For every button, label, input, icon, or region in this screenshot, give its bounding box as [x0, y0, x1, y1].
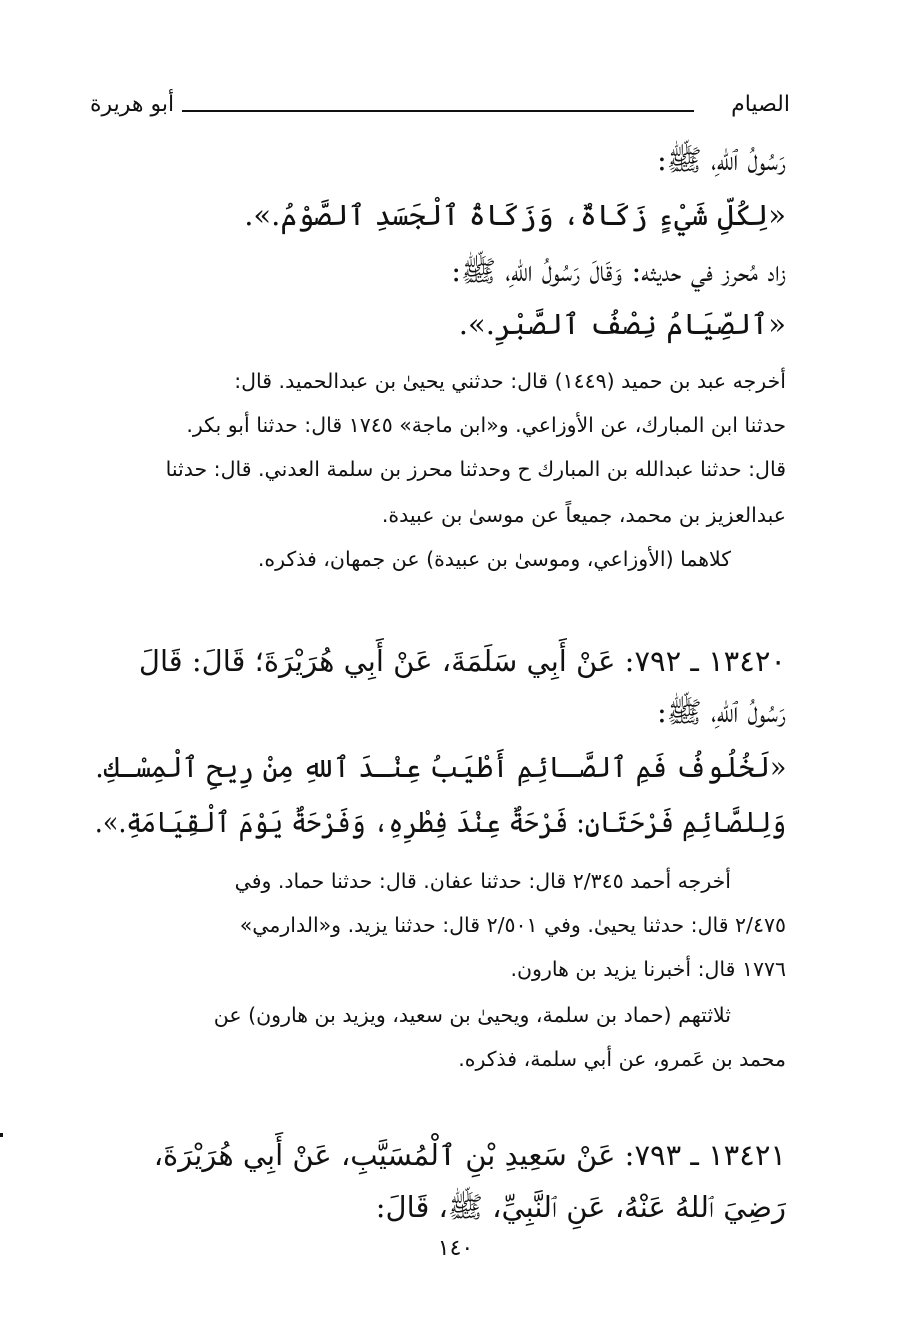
- hadith-line: زاد مُحرز في حديثه: وَقَالَ رَسُولُ اللهِ، ﷺ:: [451, 254, 786, 288]
- takhrij-line: عبدالعزيز بن محمد، جميعاً عن موسىٰ بن عبيدة.: [381, 503, 786, 527]
- takhrij-summary-line: كلاهما (الأوزاعي، وموسىٰ بن عبيدة) عن جمهان، فذكره.: [257, 547, 731, 571]
- hadith-line: رَضِيَ ٱللهُ عَنْهُ، عَنِ ٱلنَّبِيِّ، ﷺ، قَالَ:: [375, 1190, 786, 1224]
- hadith-line: رَسُولُ ٱللهِ، ﷺ:: [657, 143, 786, 177]
- takhrij-summary-line: ثلاثتهم (حماد بن سلمة، ويحيىٰ بن سعيد، ويزيد بن هارون) عن: [213, 1003, 731, 1027]
- hadith-text-line: وَلِلصَّائِمِ فَرْحَتَانِ: فَرْحَةٌ عِنْدَ فِطْرِهِ، وَفَرْحَةٌ يَوْمَ ٱلْقِيَامَةِ.».: [94, 805, 786, 839]
- hadith-heading-line: ١٣٤٢٠ ـ ٧٩٢: عَنْ أَبِي سَلَمَةَ، عَنْ أَبِي هُرَيْرَةَ؛ قَالَ: قَالَ: [138, 644, 786, 678]
- hadith-text-line: «ٱلصِّيَامُ نِصْفُ ٱلصَّبْرِ.».: [458, 307, 786, 341]
- takhrij-line: ١٧٧٦ قال: أخبرنا يزيد بن هارون.: [510, 957, 786, 981]
- book-title: أبو هريرة: [90, 92, 175, 117]
- hadith-text-line: «لَخُلُوفُ فَمِ ٱلصَّـائِمِ أَطْيَبُ عِنْـدَ ٱللهِ مِنْ رِيحِ ٱلْمِسْـكِ.: [94, 750, 786, 784]
- scan-speck: [0, 1133, 3, 1137]
- takhrij-line: ٢/٤٧٥ قال: حدثنا يحيىٰ. وفي ٢/٥٠١ قال: حدثنا يزيد. و«الدارمي»: [239, 913, 786, 937]
- takhrij-line: حدثنا ابن المبارك، عن الأوزاعي. و«ابن ماجة» ١٧٤٥ قال: حدثنا أبو بكر.: [186, 413, 786, 437]
- takhrij-summary-line: محمد بن عَمرو، عن أبي سلمة، فذكره.: [458, 1047, 786, 1071]
- header-rule: [182, 110, 694, 112]
- page-number: ١٤٠: [437, 1236, 474, 1261]
- chapter-title: الصيام: [731, 92, 790, 117]
- hadith-heading-line: ١٣٤٢١ ـ ٧٩٣: عَنْ سَعِيدِ بْنِ ٱلْمُسَيَّبِ، عَنْ أَبِي هُرَيْرَةَ،: [153, 1138, 786, 1172]
- hadith-text-line: «لِكُلِّ شَيْءٍ زَكَاةٌ، وَزَكَاةُ ٱلْجَسَدِ ٱلصَّوْمُ.».: [244, 198, 786, 232]
- running-header: [90, 92, 790, 124]
- takhrij-line: أخرجه أحمد ٢/٣٤٥ قال: حدثنا عفان. قال: حدثنا حماد. وفي: [234, 869, 731, 893]
- takhrij-line: أخرجه عبد بن حميد (١٤٤٩) قال: حدثني يحيىٰ بن عبدالحميد. قال:: [234, 369, 786, 393]
- takhrij-line: قال: حدثنا عبدالله بن المبارك ح وحدثنا محرز بن سلمة العدني. قال: حدثنا: [165, 457, 786, 481]
- hadith-line: رَسُولُ ٱللهِ، ﷺ:: [657, 695, 786, 729]
